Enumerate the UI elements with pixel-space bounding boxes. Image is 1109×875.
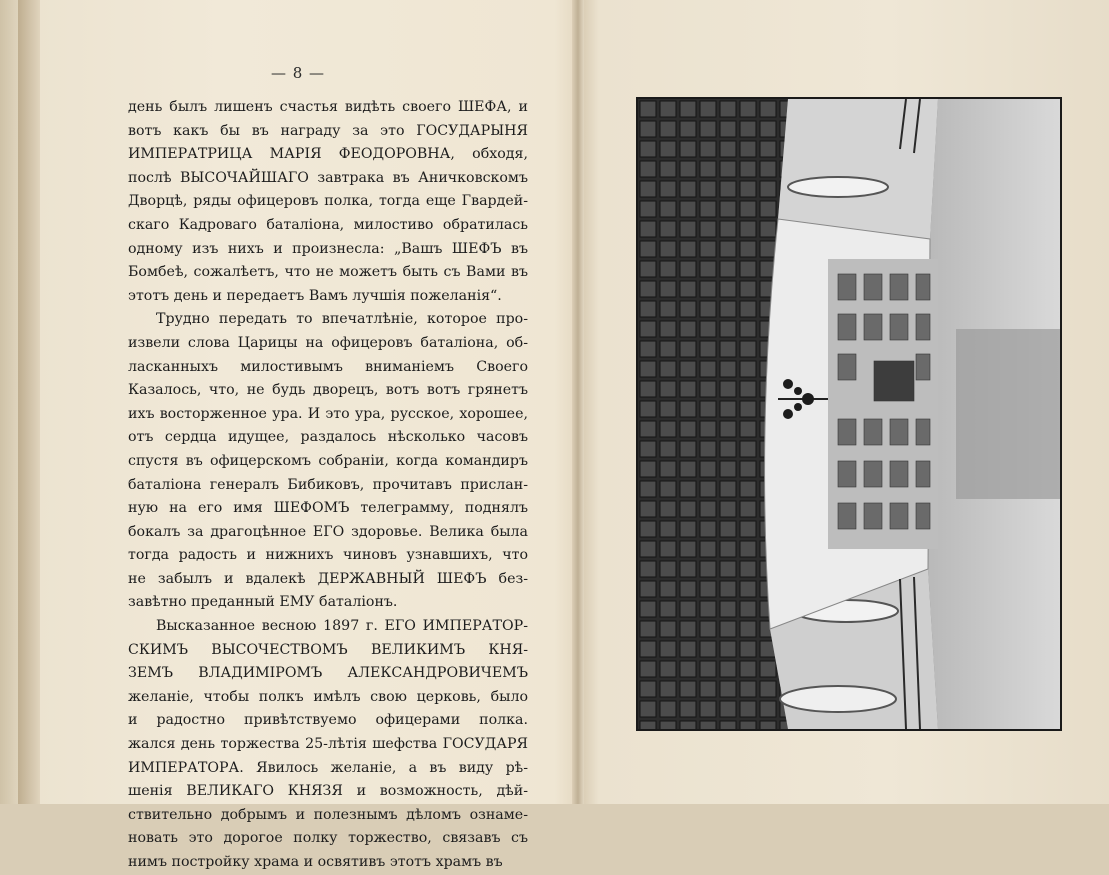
book-gutter <box>572 0 584 804</box>
text-line: завѣтно преданный ЕМУ баталіонъ. <box>128 594 398 611</box>
text-line: бокалъ за драгоцѣнное ЕГО здоровье. Велика была <box>128 523 528 540</box>
text-line: ласканныхъ милостивымъ вниманіемъ Своего <box>128 358 528 375</box>
text-line: шенія ВЕЛИКАГО КНЯЗЯ и возможность, дѣй- <box>128 783 528 800</box>
text-line: скаго Кадроваго баталіона, милостиво обратилась <box>128 216 528 233</box>
text-line: одному изъ нихъ и произнесла: „Вашъ ШЕФЪ въ <box>128 240 528 257</box>
text-line: ную на его имя ШЕФОМЪ телеграмму, поднялъ <box>128 500 528 517</box>
text-line: ствительно добрымъ и полезнымъ дѣломъ ознаме- <box>128 806 528 823</box>
text-line: Казалось, что, не будь дворецъ, вотъ вотъ грянетъ <box>128 382 528 399</box>
text-line: ЗЕМЪ ВЛАДИМІРОМЪ АЛЕКСАНДРОВИЧЕМЪ <box>128 665 528 682</box>
text-line: и радостно привѣтствуемо офицерами полка. <box>128 712 528 729</box>
text-line: жался день торжества 25-лѣтія шефства ГОСУДАРЯ <box>128 736 528 753</box>
text-line: ихъ восторженное ура. И это ура, русское, хорошее, <box>128 405 528 422</box>
window-upper <box>788 177 888 197</box>
text-line: извели слова Царицы на офицеровъ баталіона, об- <box>128 334 528 351</box>
text-line: Бомбеѣ, сожалѣетъ, что не можетъ быть съ Вами въ <box>128 264 528 281</box>
text-line: отъ сердца идущее, раздалось нѣсколько часовъ <box>128 429 528 446</box>
church-interior-photograph <box>638 99 1060 729</box>
upper-wall <box>778 99 938 239</box>
text-line: новать это дорогое полку торжество, связавъ съ <box>128 830 528 847</box>
text-line: этотъ день и передаетъ Вамъ лучшія пожеланія“. <box>128 287 502 304</box>
text-line: баталіона генералъ Бибиковъ, прочитавъ прислан- <box>128 476 528 493</box>
photo-plate <box>636 97 1062 731</box>
left-page <box>18 0 578 870</box>
window-bottom <box>780 686 896 712</box>
text-line: СКИМЪ ВЫСОЧЕСТВОМЪ ВЕЛИКИМЪ КНЯ- <box>128 641 528 658</box>
text-line: ИМПЕРАТРИЦА МАРІЯ ФЕОДОРОВНА, обходя, <box>128 146 528 163</box>
text-line: вотъ какъ бы въ награду за это ГОСУДАРЫНЯ <box>128 122 528 139</box>
text-line: нимъ постройку храма и освятивъ этотъ храмъ въ <box>128 854 503 870</box>
body-text <box>128 96 528 875</box>
page-number: — 8 — <box>270 64 326 82</box>
text-line: Трудно передать то впечатлѣніе, которое про- <box>156 311 528 328</box>
right-page <box>584 0 1109 804</box>
page-edge <box>18 0 40 804</box>
text-line: желаніе, чтобы полкъ имѣлъ свою церковь, было <box>128 688 528 705</box>
text-line: не забылъ и вдалекѣ ДЕРЖАВНЫЙ ШЕФЪ без- <box>128 570 528 587</box>
text-line: спустя въ офицерскомъ собраніи, когда командиръ <box>128 452 528 469</box>
text-line: день былъ лишенъ счастья видѣть своего ШЕФА, и <box>128 99 528 115</box>
text-line: послѣ ВЫСОЧАЙШАГО завтрака въ Аничковскомъ <box>128 169 528 186</box>
text-line: тогда радость и нижнихъ чиновъ узнавшихъ, что <box>128 547 528 564</box>
text-line: Высказанное весною 1897 г. ЕГО ИМПЕРАТОР- <box>156 618 528 635</box>
text-line: Дворцѣ, ряды офицеровъ полка, тогда еще Гвардей- <box>128 193 528 210</box>
text-line: ИМПЕРАТОРА. Явилось желаніе, а въ виду рѣ- <box>128 759 528 776</box>
